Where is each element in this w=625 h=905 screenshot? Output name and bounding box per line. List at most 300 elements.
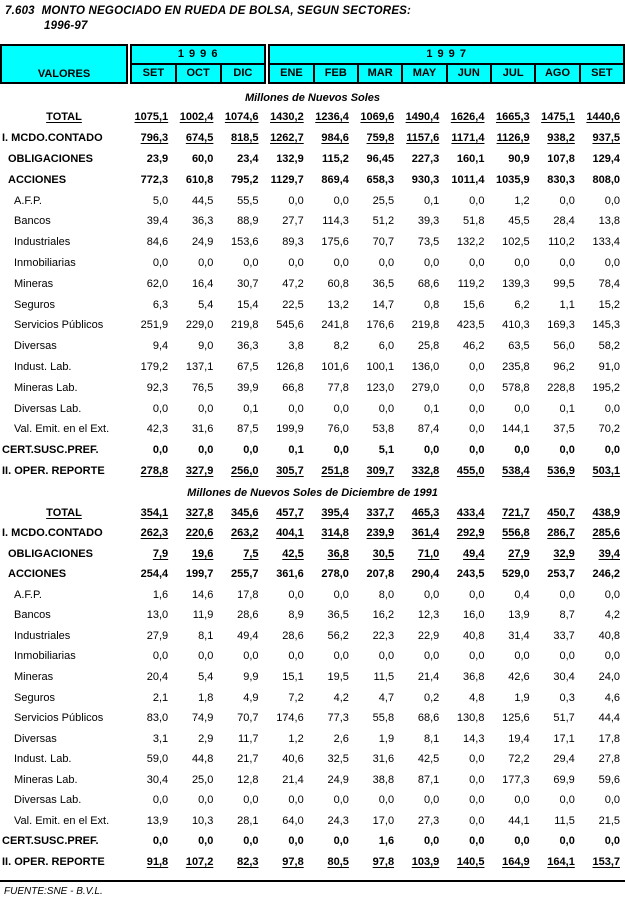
month-header: OCT (175, 65, 220, 82)
value-cell: 0,0 (288, 194, 304, 207)
value-cell: 0,0 (243, 650, 259, 663)
month-header: JUL (490, 65, 534, 82)
value-cell: 133,4 (592, 236, 620, 249)
value-cell: 256,0 (231, 464, 259, 477)
value-cell: 0,0 (333, 402, 349, 415)
table-row (0, 605, 625, 626)
value-cell: 0,0 (514, 835, 530, 848)
value-cell: 438,9 (592, 506, 620, 519)
value-cell: 229,0 (185, 319, 214, 332)
value-cell: 0,0 (469, 794, 485, 807)
value-cell: 76,0 (327, 423, 349, 436)
value-cell: 305,7 (276, 464, 304, 477)
row-label: Servicios Públicos (14, 712, 104, 725)
value-cell: 556,8 (502, 527, 530, 540)
value-cell: 132,9 (276, 152, 304, 165)
value-cell: 177,3 (502, 773, 530, 786)
value-cell: 0,0 (333, 794, 349, 807)
value-cell: 40,8 (598, 629, 620, 642)
value-cell: 286,7 (547, 527, 575, 540)
value-cell: 1011,4 (451, 173, 485, 186)
value-cell: 77,3 (327, 712, 349, 725)
value-cell: 808,0 (592, 173, 620, 186)
value-cell: 164,1 (547, 855, 575, 868)
table-row (0, 336, 625, 357)
value-cell: 1,9 (514, 691, 530, 704)
value-cell: 450,7 (547, 506, 575, 519)
value-cell: 123,0 (366, 381, 395, 394)
value-cell: 1626,4 (450, 111, 485, 124)
value-cell: 0,0 (469, 402, 485, 415)
row-label: Val. Emit. en el Ext. (14, 423, 110, 436)
value-cell: 176,6 (366, 319, 395, 332)
row-label: Inmobiliarias (14, 256, 76, 269)
value-cell: 0,0 (469, 194, 485, 207)
value-cell: 27,8 (598, 753, 620, 766)
value-cell: 0,0 (378, 794, 395, 807)
row-label: Seguros (14, 691, 55, 704)
value-cell: 0,0 (288, 794, 304, 807)
value-cell: 796,3 (140, 132, 169, 145)
value-cell: 90,9 (508, 152, 530, 165)
value-cell: 11,5 (554, 814, 575, 827)
value-cell: 103,9 (411, 855, 440, 868)
value-cell: 610,8 (185, 173, 214, 186)
row-label: Diversas (14, 732, 57, 745)
value-cell: 30,5 (372, 547, 395, 560)
value-cell: 0,0 (423, 650, 440, 663)
value-cell: 145,3 (592, 319, 620, 332)
value-cell: 228,8 (547, 381, 575, 394)
value-cell: 0,0 (378, 256, 395, 269)
value-cell: 9,0 (198, 340, 214, 353)
table-row (0, 128, 625, 149)
value-cell: 19,4 (508, 732, 530, 745)
value-cell: 0,0 (469, 835, 485, 848)
value-cell: 30,4 (553, 670, 575, 683)
value-cell: 59,6 (598, 773, 620, 786)
value-cell: 100,1 (366, 360, 395, 373)
value-cell: 74,9 (191, 712, 214, 725)
value-cell: 68,6 (417, 277, 440, 290)
table-row (0, 831, 625, 852)
value-cell: 721,7 (502, 506, 530, 519)
value-cell: 251,9 (140, 319, 169, 332)
value-cell: 241,8 (321, 319, 349, 332)
value-cell: 39,9 (237, 381, 259, 394)
value-cell: 107,2 (185, 855, 214, 868)
value-cell: 4,2 (333, 691, 349, 704)
value-cell: 12,3 (417, 609, 440, 622)
value-cell: 0,0 (559, 194, 575, 207)
value-cell: 433,4 (456, 506, 485, 519)
value-cell: 51,7 (553, 712, 575, 725)
row-label: II. OPER. REPORTE (2, 855, 105, 868)
value-cell: 91,0 (598, 360, 620, 373)
row-label: Diversas Lab. (14, 402, 82, 415)
value-cell: 3,8 (288, 340, 304, 353)
value-cell: 0,8 (423, 298, 440, 311)
value-cell: 0,0 (378, 650, 395, 663)
month-header: DIC (220, 65, 265, 82)
value-cell: 22,5 (282, 298, 304, 311)
value-cell: 818,5 (231, 132, 259, 145)
value-cell: 58,2 (598, 340, 620, 353)
value-cell: 51,2 (372, 215, 395, 228)
value-cell: 25,0 (191, 773, 214, 786)
value-cell: 114,3 (322, 215, 349, 228)
value-cell: 129,4 (592, 152, 620, 165)
month-header: AGO (534, 65, 578, 82)
month-header: MAR (357, 65, 401, 82)
value-cell: 179,2 (140, 360, 169, 373)
value-cell: 1069,6 (360, 111, 395, 124)
value-cell: 63,5 (508, 340, 530, 353)
value-cell: 92,3 (146, 381, 169, 394)
value-cell: 36,8 (327, 547, 349, 560)
value-cell: 0,1 (423, 194, 440, 207)
value-cell: 72,2 (508, 753, 530, 766)
value-cell: 0,0 (198, 256, 214, 269)
value-cell: 8,0 (378, 588, 395, 601)
row-label: TOTAL (46, 506, 82, 519)
value-cell: 278,8 (140, 464, 169, 477)
value-cell: 77,8 (327, 381, 349, 394)
value-cell: 0,0 (423, 256, 440, 269)
value-cell: 110,2 (548, 236, 575, 249)
row-label: A.F.P. (14, 194, 42, 207)
value-cell: 46,2 (463, 340, 485, 353)
value-cell: 44,8 (191, 753, 214, 766)
value-cell: 19,6 (191, 547, 214, 560)
value-cell: 56,2 (327, 629, 349, 642)
value-cell: 97,8 (282, 855, 304, 868)
row-label: Val. Emit. en el Ext. (14, 814, 110, 827)
value-cell: 0,1 (243, 402, 259, 415)
value-cell: 14,3 (463, 732, 485, 745)
value-cell: 227,3 (411, 152, 440, 165)
value-cell: 102,5 (502, 236, 530, 249)
value-cell: 67,5 (237, 360, 259, 373)
value-cell: 14,6 (191, 588, 214, 601)
value-cell: 29,4 (553, 753, 575, 766)
value-cell: 68,6 (417, 712, 440, 725)
header-group-1997 (268, 44, 625, 84)
value-cell: 0,0 (559, 444, 575, 457)
value-cell: 80,5 (327, 855, 349, 868)
value-cell: 658,3 (366, 173, 395, 186)
table-row (0, 294, 625, 315)
value-cell: 70,7 (372, 236, 395, 249)
value-cell: 1129,7 (270, 173, 304, 186)
value-cell: 0,0 (469, 423, 485, 436)
value-cell: 39,4 (598, 547, 620, 560)
value-cell: 0,0 (288, 588, 304, 601)
value-cell: 0,0 (243, 794, 259, 807)
value-cell: 4,6 (604, 691, 620, 704)
month-header: JUN (446, 65, 490, 82)
value-cell: 5,1 (378, 444, 395, 457)
value-cell: 30,4 (146, 773, 169, 786)
table-row (0, 107, 625, 128)
row-label: Seguros (14, 298, 55, 311)
value-cell: 278,0 (321, 568, 349, 581)
value-cell: 130,8 (456, 712, 485, 725)
value-cell: 136,0 (411, 360, 440, 373)
value-cell: 55,8 (372, 712, 395, 725)
row-label: OBLIGACIONES (8, 547, 93, 560)
value-cell: 53,8 (372, 423, 395, 436)
table-row (0, 790, 625, 811)
value-cell: 0,0 (469, 650, 485, 663)
value-cell: 137,1 (185, 360, 214, 373)
value-cell: 345,6 (231, 506, 259, 519)
months-row-1996 (132, 65, 264, 82)
value-cell: 1002,4 (179, 111, 214, 124)
value-cell: 6,0 (378, 340, 395, 353)
value-cell: 830,3 (547, 173, 575, 186)
table-row (0, 253, 625, 274)
value-cell: 0,3 (559, 691, 575, 704)
value-cell: 253,7 (547, 568, 575, 581)
value-cell: 9,4 (152, 340, 169, 353)
value-cell: 0,0 (604, 256, 620, 269)
value-cell: 153,7 (592, 855, 620, 868)
value-cell: 21,5 (598, 814, 620, 827)
value-cell: 0,0 (198, 444, 214, 457)
value-cell: 2,6 (333, 732, 349, 745)
table-row (0, 585, 625, 606)
value-cell: 0,0 (514, 650, 530, 663)
value-cell: 0,0 (423, 588, 440, 601)
value-cell: 107,8 (547, 152, 575, 165)
value-cell: 1,2 (288, 732, 304, 745)
valores-label: VALORES (37, 68, 91, 80)
value-cell: 132,2 (456, 236, 485, 249)
value-cell: 73,5 (417, 236, 440, 249)
row-label: CERT.SUSC.PREF. (2, 444, 99, 457)
value-cell: 87,1 (417, 773, 440, 786)
value-cell: 12,8 (237, 773, 259, 786)
value-cell: 99,5 (553, 277, 575, 290)
value-cell: 10,3 (191, 814, 214, 827)
table-row (0, 728, 625, 749)
value-cell: 930,3 (411, 173, 440, 186)
value-cell: 8,1 (423, 732, 440, 745)
table-row (0, 377, 625, 398)
value-cell: 0,1 (288, 444, 304, 457)
table-row (0, 687, 625, 708)
value-cell: 0,0 (469, 773, 485, 786)
value-cell: 0,0 (604, 794, 620, 807)
value-cell: 279,0 (411, 381, 440, 394)
table-row (0, 232, 625, 253)
value-cell: 0,0 (559, 588, 575, 601)
year-label-1997: 1 9 9 7 (270, 46, 623, 65)
value-cell: 27,9 (508, 547, 530, 560)
row-label: II. OPER. REPORTE (2, 464, 105, 477)
value-cell: 8,2 (333, 340, 349, 353)
row-label: OBLIGACIONES (8, 152, 93, 165)
value-cell: 13,8 (598, 215, 620, 228)
value-cell: 39,4 (146, 215, 169, 228)
value-cell: 140,5 (456, 855, 485, 868)
value-cell: 0,0 (288, 402, 304, 415)
table-row (0, 852, 625, 873)
value-cell: 674,5 (185, 132, 214, 145)
value-cell: 37,5 (553, 423, 575, 436)
value-cell: 126,8 (276, 360, 304, 373)
table-row (0, 169, 625, 190)
value-cell: 199,9 (276, 423, 304, 436)
value-cell: 42,5 (417, 753, 440, 766)
value-cell: 56,0 (553, 340, 575, 353)
value-cell: 0,0 (288, 650, 304, 663)
value-cell: 31,4 (508, 629, 530, 642)
value-cell: 70,7 (237, 712, 259, 725)
value-cell: 0,0 (198, 650, 214, 663)
row-label: Mineras Lab. (14, 381, 78, 394)
value-cell: 0,0 (152, 650, 169, 663)
value-cell: 529,0 (502, 568, 530, 581)
value-cell: 19,5 (327, 670, 349, 683)
row-label: Diversas Lab. (14, 794, 82, 807)
month-header: SET (579, 65, 623, 82)
value-cell: 36,5 (372, 277, 395, 290)
header-cell-valores (0, 44, 128, 84)
value-cell: 2,1 (152, 691, 169, 704)
value-cell: 125,6 (502, 712, 530, 725)
row-label: A.F.P. (14, 588, 42, 601)
value-cell: 0,0 (378, 402, 395, 415)
value-cell: 243,5 (456, 568, 485, 581)
table-row (0, 667, 625, 688)
value-cell: 0,0 (559, 794, 575, 807)
value-cell: 38,8 (372, 773, 395, 786)
value-cell: 327,9 (185, 464, 214, 477)
value-cell: 44,5 (191, 194, 214, 207)
value-cell: 254,4 (140, 568, 169, 581)
value-cell: 536,9 (547, 464, 575, 477)
value-cell: 0,0 (243, 444, 259, 457)
value-cell: 28,6 (282, 629, 304, 642)
value-cell: 1475,1 (541, 111, 575, 124)
row-label: Mineras (14, 277, 54, 290)
value-cell: 0,0 (514, 402, 530, 415)
value-cell: 174,6 (276, 712, 304, 725)
value-cell: 153,6 (231, 236, 259, 249)
value-cell: 1,8 (198, 691, 214, 704)
value-cell: 455,0 (456, 464, 485, 477)
value-cell: 220,6 (185, 527, 214, 540)
value-cell: 13,9 (508, 609, 530, 622)
value-cell: 17,8 (598, 732, 620, 745)
row-label: Inmobiliarias (14, 650, 76, 663)
value-cell: 1,1 (559, 298, 575, 311)
value-cell: 1,9 (378, 732, 395, 745)
row-label: ACCIONES (8, 173, 67, 186)
value-cell: 1262,7 (270, 132, 304, 145)
value-cell: 0,0 (604, 650, 620, 663)
value-cell: 937,5 (592, 132, 620, 145)
value-cell: 0,0 (152, 794, 169, 807)
row-label: Diversas (14, 340, 57, 353)
value-cell: 101,6 (321, 360, 349, 373)
value-cell: 0,0 (469, 256, 485, 269)
value-cell: 16,2 (372, 609, 395, 622)
value-cell: 24,9 (327, 773, 349, 786)
year-label-1996: 1 9 9 6 (132, 46, 264, 65)
value-cell: 0,1 (559, 402, 575, 415)
value-cell: 21,4 (282, 773, 304, 786)
value-cell: 0,1 (423, 402, 440, 415)
value-cell: 263,2 (231, 527, 259, 540)
value-cell: 0,0 (198, 835, 214, 848)
value-cell: 15,1 (282, 670, 304, 683)
value-cell: 0,0 (423, 794, 440, 807)
value-cell: 938,2 (547, 132, 575, 145)
value-cell: 13,9 (146, 814, 169, 827)
value-cell: 4,8 (469, 691, 485, 704)
table-row (0, 357, 625, 378)
table-row (0, 811, 625, 832)
value-cell: 290,4 (411, 568, 440, 581)
value-cell: 1157,6 (406, 132, 440, 145)
value-cell: 60,0 (191, 152, 214, 165)
value-cell: 0,0 (333, 444, 349, 457)
value-cell: 160,1 (456, 152, 485, 165)
table-row (0, 502, 625, 523)
page-title-years: 1996-97 (44, 20, 88, 32)
value-cell: 0,0 (152, 256, 169, 269)
value-cell: 15,4 (237, 298, 259, 311)
value-cell: 17,1 (553, 732, 575, 745)
table-row (0, 708, 625, 729)
value-cell: 4,9 (243, 691, 259, 704)
value-cell: 144,1 (502, 423, 530, 436)
value-cell: 251,8 (321, 464, 349, 477)
value-cell: 538,4 (502, 464, 530, 477)
value-cell: 9,9 (243, 670, 259, 683)
value-cell: 262,3 (140, 527, 169, 540)
value-cell: 207,8 (366, 568, 395, 581)
table-row (0, 543, 625, 564)
value-cell: 11,5 (373, 670, 395, 683)
value-cell: 40,6 (282, 753, 304, 766)
value-cell: 285,6 (592, 527, 620, 540)
value-cell: 1,6 (378, 835, 395, 848)
value-cell: 87,4 (417, 423, 440, 436)
value-cell: 578,8 (502, 381, 530, 394)
value-cell: 45,5 (508, 215, 530, 228)
value-cell: 119,2 (457, 277, 485, 290)
value-cell: 115,2 (321, 152, 349, 165)
value-cell: 255,7 (231, 568, 259, 581)
value-cell: 219,8 (231, 319, 259, 332)
value-cell: 17,8 (237, 588, 259, 601)
source-note: FUENTE:SNE - B.V.L. (4, 886, 103, 898)
section-title: Millones de Nuevos Soles de Diciembre de 1991 (187, 487, 438, 500)
row-label: Indust. Lab. (14, 753, 72, 766)
value-cell: 62,0 (146, 277, 169, 290)
table-row (0, 564, 625, 585)
value-cell: 0,0 (198, 402, 214, 415)
row-label: Mineras Lab. (14, 773, 78, 786)
value-cell: 36,3 (191, 215, 214, 228)
table-row (0, 626, 625, 647)
row-label: Bancos (14, 609, 51, 622)
value-cell: 5,4 (198, 670, 214, 683)
